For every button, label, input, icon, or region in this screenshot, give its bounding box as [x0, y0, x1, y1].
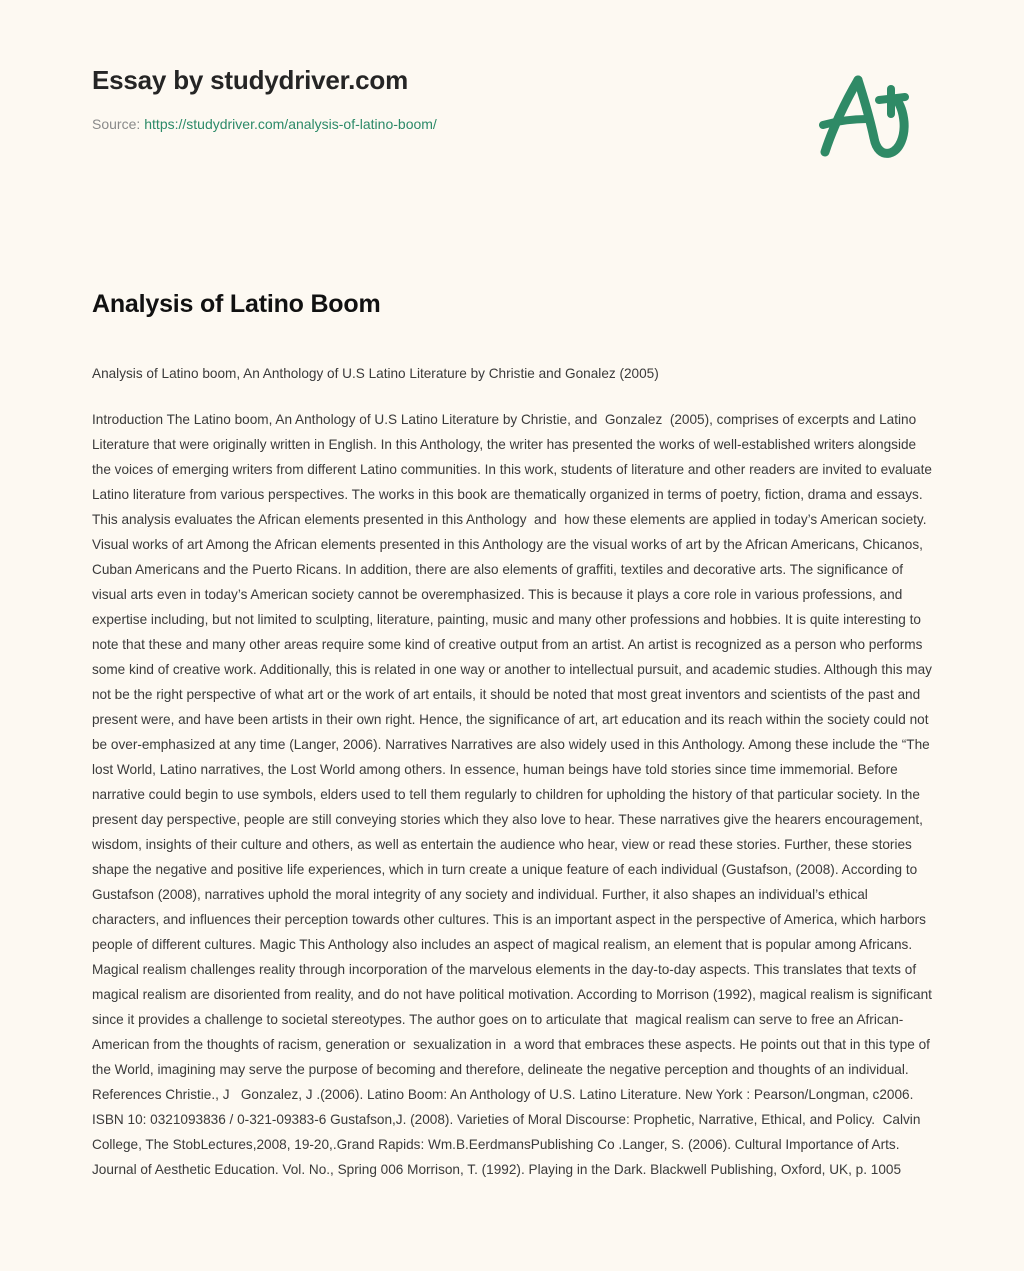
article-body-text: Introduction The Latino boom, An Anthology of U.S Latino Literature by Christie, and Gonzalez (2005), comprises of excerpts and Latino Literature that were originally written in English. In this Anthology, the writer has presented the works of well-established writers alongside the voices of emerging writers from different Latino communities. In this work, students of literature and other readers are invited to evaluate Latino literature from various perspectives. The works in this book are thematically organized in terms of poetry, fiction, drama and essays. This analysis evaluates the African elements presented in this Anthology and how these elements are applied in today’s American society. Visual works of art Among the African elements presented in this Anthology are the visual works of art by the African Americans, Chicanos, Cuban Americans and the Puerto Ricans. In addition, there are also elements of graffiti, textiles and decorative arts. The significance of visual arts even in today’s American society cannot be overemphasized. This is because it plays a core role in various professions, and expertise including, but not limited to sculpting, literature, painting, music and many other professions and hobbies. It is quite interesting to note that these and many other areas require some kind of creative output from an artist. An artist is recognized as a person who performs some kind of creative work. Additionally, this is related in one way or another to intellectual pursuit, and academic studies. Although this may not be the right perspective of what art or the work of art entails, it should be noted that most great inventors and scientists of the past and present were, and have been artists in their own right. Hence, the significance of art, art education and its reach within the society could not be over-emphasized at any time (Langer, 2006). Narratives Narratives are also widely used in this Anthology. Among these include the “The lost World, Latino narratives, the Lost World among others. In essence, human beings have told stories since time immemorial. Before narrative could begin to use symbols, elders used to tell them regularly to children for upholding the history of that particular society. In the present day perspective, people are still conveying stories which they also love to hear. These narratives give the hearers encouragement, wisdom, insights of their culture and others, as well as entertain the audience who hear, view or read these stories. Further, these stories shape the negative and positive life experiences, which in turn create a unique feature of each individual (Gustafson, (2008). According to Gustafson (2008), narratives uphold the moral integrity of any society and individual. Further, it also shapes an individual’s ethical characters, and influences their perception towards other cultures. This is an important aspect in the perspective of America, which harbors people of different cultures. Magic This Anthology also includes an aspect of magical realism, an element that is popular among Africans. Magical realism challenges reality through incorporation of the marvelous elements in the day-to-day aspects. This translates that texts of magical realism are disoriented from reality, and do not have political motivation. According to Morrison (1992), magical realism is significant since it provides a challenge to societal stereotypes. The author goes on to articulate that magical realism can serve to free an African- American from the thoughts of racism, generation or sexualization in a word that embraces these aspects. He points out that in this type of the World, imagining may serve the purpose of becoming and therefore, delineate the negative perception and thoughts of an individual. References Christie., J Gonzalez, J .(2006). Latino Boom: An Anthology of U.S. Latino Literature. New York : Pearson/Longman, c2006. ISBN 10: 0321093836 / 0-321-09383-6 Gustafson,J. (2008). Varieties of Moral Discourse: Prophetic, Narrative, Ethical, and Policy. Calvin College, The StobLectures,2008, 19-20,.Grand Rapids: Wm.B.EerdmansPublishing Co .Langer, S. (2006). Cultural Importance of Arts. Journal of Aesthetic Education. Vol. No., Spring 006 Morrison, T. (1992). Playing in the Dark. Blackwell Publishing, Oxford, UK, p. 1005 [92, 412, 936, 1178]
source-line [92, 115, 932, 133]
article-subtitle: Analysis of Latino boom, An Anthology of U.S Latino Literature by Christie and Gonalez (2005) [92, 366, 659, 382]
source-label: Source: [92, 115, 141, 132]
source-url-link[interactable]: https://studydriver.com/analysis-of-latino-boom/ [144, 115, 437, 132]
site-header [0, 0, 1024, 133]
site-title: Essay by studydriver.com [92, 65, 409, 95]
page-title: Analysis of Latino Boom [92, 290, 381, 319]
essay-article [0, 133, 1024, 1222]
